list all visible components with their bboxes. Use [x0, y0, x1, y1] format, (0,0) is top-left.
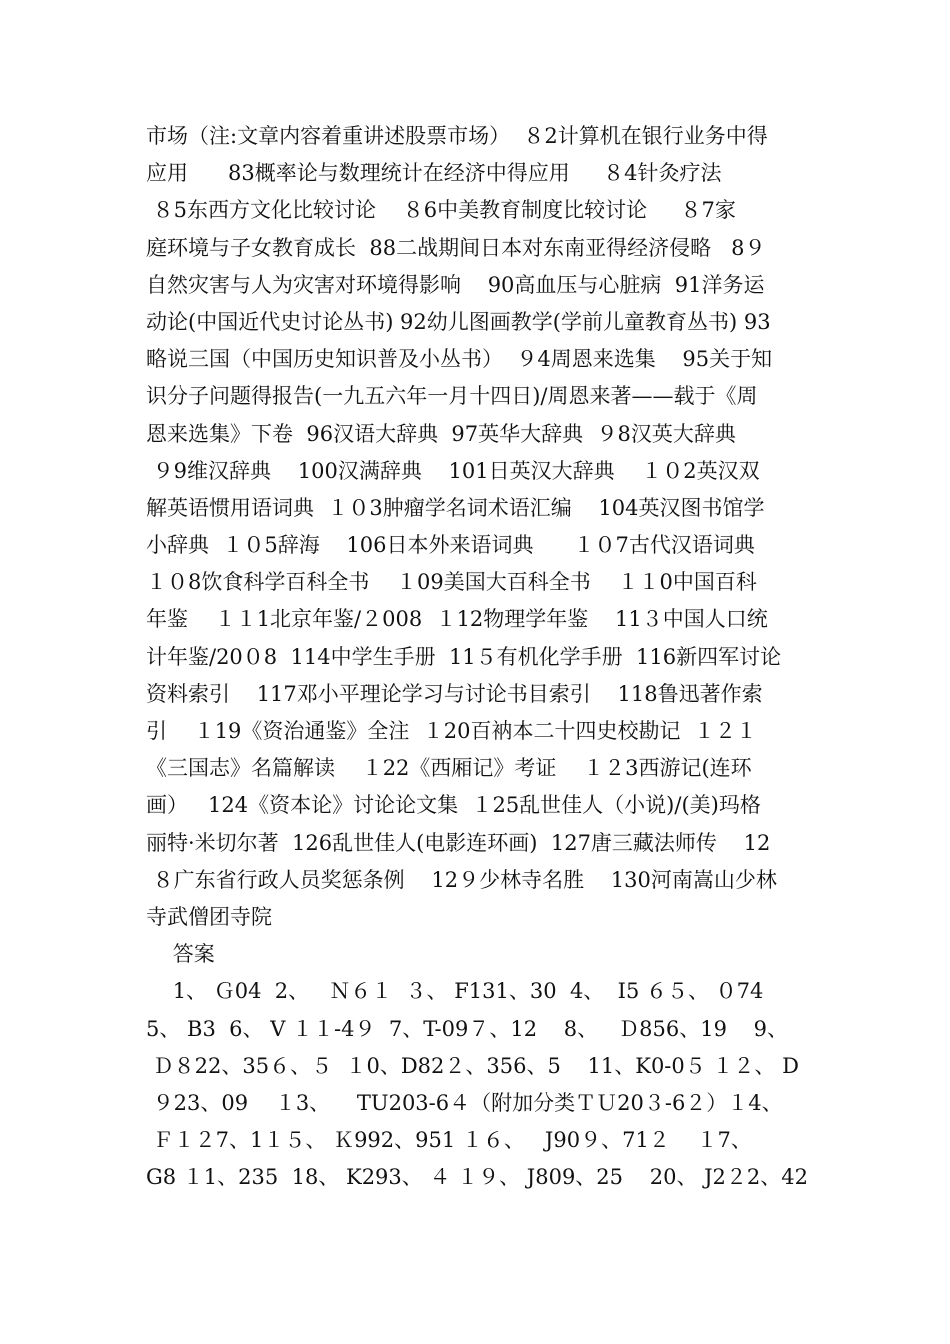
text-line: 丽特·米切尔著 126乱世佳人(电影连环画) 127唐三藏法师传 12 — [146, 830, 771, 855]
text-line: 年鉴 １１1北京年鉴/２008 １12物理学年鉴 11３中国人口统 — [146, 607, 768, 632]
text-line: 略说三国（中国历史知识普及小丛书） ９4周恩来选集 95关于知 — [146, 347, 773, 372]
answer-line: ９23、09 １3、 TU203-6４（附加分类ＴＵ20３-6２）１4、 — [146, 1090, 783, 1115]
text-line: 资料索引 117邓小平理论学习与讨论书目索引 118鲁迅著作索 — [146, 681, 763, 706]
text-line: 动论(中国近代史讨论丛书) 92幼儿图画教学(学前儿童教育丛书) 93 — [146, 309, 771, 334]
text-line: 小辞典 １０5辞海 106日本外来语词典 １０7古代汉语词典 — [146, 533, 755, 558]
answers-heading: 答案 — [146, 942, 215, 967]
answer-line: 5、 B3 6、 V １１-4９ 7、T-09７、12 8、 Ｄ856、19 9、 — [146, 1016, 789, 1041]
text-line: 引 １19《资治通鉴》全注 １20百衲本二十四史校勘记 １２１ — [146, 719, 757, 743]
text-line: ８广东省行政人员奖惩条例 12９少林寺名胜 130河南嵩山少林 — [146, 867, 777, 892]
answer-line: 1、 Ｇ04 2、 Ｎ６１ ３、 F131、30 4、 I5 ６５、 ０74 — [146, 979, 764, 1004]
text-line: 自然灾害与人为灾害对环境得影响 90高血压与心脏病 91洋务运 — [146, 272, 765, 297]
text-line: 寺武僧团寺院 — [146, 904, 272, 929]
text-line: 应用 83概率论与数理统计在经济中得应用 ８4针灸疗法 — [146, 161, 722, 186]
text-line: 计年鉴/20０8 114中学生手册 11５有机化学手册 116新四军讨论 — [146, 644, 782, 669]
text-line: 识分子问题得报告(一九五六年一月十四日)/周恩来著——载于《周 — [146, 384, 758, 409]
text-line: ９9维汉辞典 100汉满辞典 101日英汉大辞典 １０2英汉双 — [146, 458, 760, 483]
body-text — [146, 118, 810, 1196]
answer-line: Ｄ８22、35６、５ １0、D82２、356、5 11、K0-0５ １２、 D — [146, 1053, 799, 1078]
text-line: ８5东西方文化比较讨论 ８6中美教育制度比较讨论 ８7家 — [146, 198, 736, 223]
text-line: 画） 124《资本论》讨论论文集 １25乱世佳人（小说)/(美)玛格 — [146, 793, 761, 818]
text-line: 庭环境与子女教育成长 88二战期间日本对东南亚得经济侵略 8９ — [146, 235, 766, 260]
answer-line: G8 １1、235 18、 K293、 ４ １９、 J809、25 20、 J2２2、42 — [146, 1165, 808, 1190]
text-line: １０8饮食科学百科全书 １09美国大百科全书 １１0中国百科 — [146, 570, 757, 595]
text-line: 解英语惯用语词典 １０3肿瘤学名词术语汇编 104英汉图书馆学 — [146, 495, 765, 520]
text-line: 《三国志》名篇解读 １22《西厢记》考证 １２3西游记(连环 — [146, 756, 752, 781]
text-line: 恩来选集》下卷 96汉语大辞典 97英华大辞典 ９8汉英大辞典 — [146, 421, 736, 446]
text-line: 市场（注:文章内容着重讲述股票市场） ８2计算机在银行业务中得 — [146, 124, 768, 148]
answer-line: Ｆ１２7、1１５、 Ｋ992、951 １６、 J90９、71２ １7、 — [146, 1128, 752, 1153]
